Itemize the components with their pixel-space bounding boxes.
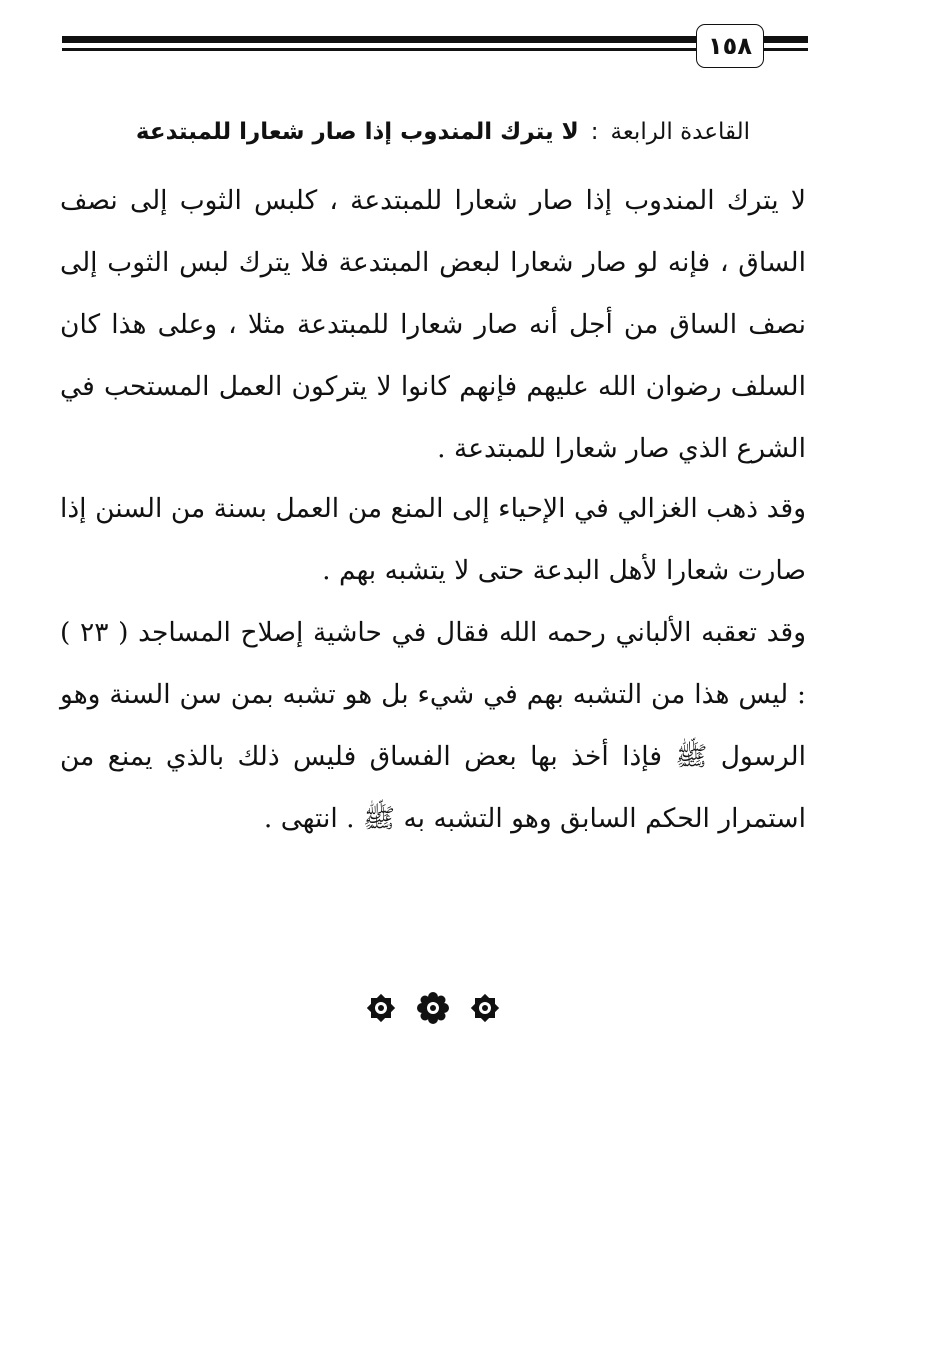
paragraph-2: وقد ذهب الغزالي في الإحياء إلى المنع من العمل بسنة من السنن إذا صارت شعارا لأهل البدعة حتى لا يتشبه بهم . — [60, 493, 806, 586]
title-separator: : — [590, 119, 599, 145]
star-ornament-icon — [467, 990, 503, 1026]
flower-ornament-icon — [415, 990, 451, 1026]
page-number: ١٥٨ — [696, 24, 764, 68]
paragraph-3: وقد تعقبه الألباني رحمه الله فقال في حاشية إصلاح المساجد ( ٢٣ ) : ليس هذا من التشبه بهم في شيء بل هو تشبه بمن سن السنة وهو الرسول ﷺ فإذا أخذ بها بعض الفساق فليس ذلك بالذي يمنع من استمرار الحكم السابق وهو التشبه به ﷺ . انتهى . — [60, 617, 806, 834]
section-title — [0, 108, 936, 156]
title-prefix: القاعدة الرابعة — [610, 119, 750, 145]
star-ornament-icon — [363, 990, 399, 1026]
paragraph-1: لا يترك المندوب إذا صار شعارا للمبتدعة ، كلبس الثوب إلى نصف الساق ، فإنه لو صار شعارا لبعض المبتدعة فلا يترك لبس الثوب إلى نصف الساق من أجل أنه صار شعارا للمبتدعة مثلا ، وعلى هذا كان السلف رضوان الله عليهم فإنهم كانوا لا يتركون العمل المستحب في الشرع الذي صار شعارا للمبتدعة . — [60, 185, 806, 464]
page-header — [0, 18, 936, 78]
header-rule-right-thin — [762, 48, 808, 51]
title-main: لا يترك المندوب إذا صار شعارا للمبتدعة — [135, 119, 579, 145]
header-rule-thick — [62, 36, 698, 43]
header-rule-thin — [62, 48, 698, 51]
header-rule-right-thick — [762, 36, 808, 43]
ornament-divider — [363, 990, 503, 1026]
